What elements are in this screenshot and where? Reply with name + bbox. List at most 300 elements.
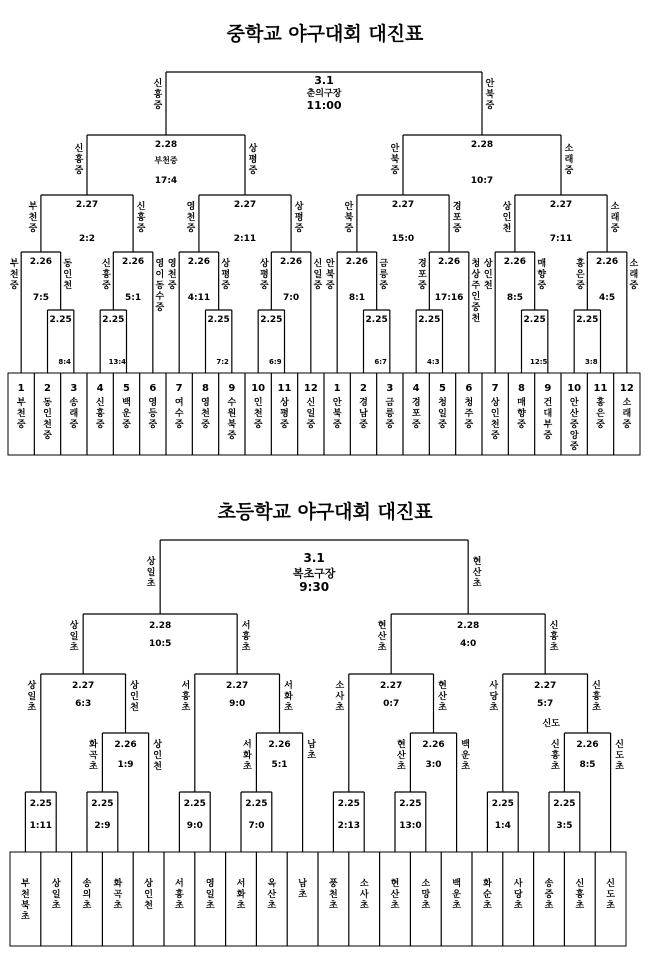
r26-winner-right-char: 주 (471, 281, 481, 291)
team-name-char: 옥 (267, 879, 277, 889)
team-name-char: 상 (280, 398, 289, 408)
r26-winner-left-char: 산 (397, 751, 406, 761)
quarter-winner-left-char: 초 (489, 703, 499, 713)
team-name (206, 877, 215, 911)
team-name-char: 초 (544, 901, 554, 911)
r25-score: 1:11 (29, 821, 52, 831)
team-name-char: 상 (51, 879, 61, 889)
quarter-winner-right (437, 679, 447, 713)
quarter-winner-left-char: 중 (344, 224, 354, 234)
r26-date: 2.26 (576, 740, 599, 750)
quarter-winner-left-char: 상 (502, 202, 512, 212)
r26-winner-right-char: 릉 (379, 270, 389, 280)
r26-winner-right-char: 신 (615, 740, 624, 750)
quarter-winner-right-char: 천 (130, 703, 139, 713)
team-name-char: 청 (438, 398, 447, 408)
semi-winner-left-char: 상 (69, 621, 79, 631)
team-name-char: 도 (606, 890, 615, 900)
semi-date: 2.28 (470, 140, 494, 150)
team-name-char: 초 (359, 901, 369, 911)
r25-date: 2.25 (365, 315, 388, 325)
r25-date: 2.25 (207, 315, 230, 325)
r26-winner-left-char: 신 (101, 259, 111, 269)
r26-winner-right-char: 중 (629, 281, 639, 291)
team-name (606, 877, 615, 911)
team-name (122, 396, 131, 430)
r26-winner-right-char: 향 (537, 270, 547, 280)
team-name-char: 원 (227, 409, 237, 419)
r26-winner-left-char: 서 (243, 740, 252, 750)
team-name-char: 상 (144, 879, 153, 889)
team-name-char: 초 (267, 901, 277, 911)
r25-date: 2.25 (49, 315, 72, 325)
team-name-char: 초 (175, 901, 184, 911)
team-name-char: 주 (464, 409, 474, 419)
final-winner-left-char: 신 (153, 79, 163, 89)
quarter-winner-right-char: 중 (452, 224, 462, 234)
r26-winner-left-char: 중 (259, 281, 269, 291)
r25-score: 3:8 (585, 358, 598, 366)
team-name-char: 천 (144, 901, 153, 911)
team-name-char: 경 (411, 398, 421, 408)
team-name (390, 877, 400, 911)
team-number: 3 (70, 383, 78, 394)
team-name-char: 당 (513, 890, 523, 900)
r26-winner-left-char: 천 (9, 270, 19, 280)
team-name (83, 877, 92, 911)
r25-date: 2.25 (29, 799, 52, 809)
team-number: 8 (518, 383, 525, 394)
team-name-char: 순 (483, 890, 492, 900)
quarter-winner-left-char: 소 (335, 681, 345, 691)
quarter-winner-right-char: 초 (592, 703, 601, 713)
r25-score: 6:9 (269, 358, 282, 366)
team-name-char: 북 (332, 409, 342, 419)
r26-winner-left-char: 북 (325, 270, 335, 280)
final-venue: 복초구장 (292, 567, 336, 580)
r26-winner-left-char: 흥 (551, 751, 560, 761)
team-name-char: 초 (298, 890, 307, 900)
quarter-score: 6:3 (75, 699, 92, 709)
team-name-char: 중 (385, 420, 395, 430)
final-time: 11:00 (306, 99, 342, 112)
team-name-char: 산 (390, 890, 400, 900)
team-name (622, 397, 631, 430)
quarter-date: 2.27 (233, 200, 257, 210)
team-name (329, 878, 338, 911)
r26-winner-right-char: 백 (461, 740, 470, 750)
r25-date: 2.25 (553, 799, 576, 809)
semi-winner-right-char: 평 (248, 155, 258, 165)
team-name-char: 인 (43, 409, 52, 419)
quarter-winner-left-char: 상 (27, 681, 37, 691)
quarter-winner-left-char: 천 (502, 224, 512, 234)
team-name-char: 중 (596, 420, 605, 430)
final-winner-right-char: 초 (472, 579, 482, 589)
team-name-char: 서 (236, 879, 246, 889)
team-name-char: 중 (148, 420, 158, 430)
r26-winner-right-char: 도 (615, 751, 624, 761)
team-name-char: 중 (411, 420, 421, 430)
quarter-winner-left (334, 680, 344, 713)
r26-winner-left (396, 738, 406, 772)
r26-winner-right-char: 신 (313, 259, 323, 269)
team-name-char: 화 (113, 879, 123, 889)
quarter-winner-left-char: 영 (186, 202, 196, 212)
r26-winner-right-char: 상 (153, 740, 162, 750)
semi-winner-left-char: 일 (69, 632, 79, 642)
r26-winner-left-char: 인 (483, 270, 493, 280)
r25-date: 2.25 (91, 799, 114, 809)
team-name-char: 중 (280, 420, 289, 430)
r26-winner-right-char: 일 (313, 270, 323, 280)
semi-winner-left-char: 초 (377, 643, 387, 653)
r26-winner-left-char: 중 (9, 281, 19, 291)
r26-winner-left-char: 영 (167, 259, 177, 269)
team-number: 10 (251, 383, 266, 394)
quarter-winner-right (137, 200, 146, 234)
quarter-winner-right-char: 래 (610, 213, 620, 223)
final-winner-right-char: 안 (485, 79, 495, 89)
r26-winner-left-char: 초 (551, 762, 560, 772)
r25-score: 13:0 (399, 821, 422, 831)
quarter-winner-left (187, 200, 196, 234)
r26-winner-left (88, 738, 98, 772)
team-name-char: 평 (280, 409, 289, 419)
quarter-winner-left (29, 201, 38, 234)
team-name-char: 중 (306, 420, 316, 430)
team-name-char: 백 (452, 879, 461, 889)
r26-date: 2.26 (595, 257, 619, 267)
team-name-char: 천 (16, 409, 26, 419)
team-number: 7 (491, 383, 499, 394)
r26-winner-right-char: 평 (221, 270, 231, 280)
middle-school-title: 중학교 야구대회 대진표 (226, 23, 424, 45)
team-name (596, 396, 605, 430)
r26-winner-left-char: 중 (167, 281, 177, 291)
team-number: 4 (412, 383, 420, 394)
r26-winner-right (471, 257, 480, 324)
elementary-match-labels (27, 551, 624, 831)
quarter-winner-right-char: 상 (294, 202, 304, 212)
team-name-char: 신 (575, 879, 585, 889)
team-name-char: 초 (513, 901, 523, 911)
r26-score: 17:16 (434, 293, 464, 303)
r26-winner-right (153, 738, 162, 772)
team-name-char: 소 (622, 398, 632, 408)
team-name-char: 망 (421, 890, 431, 900)
team-name-char: 천 (490, 420, 500, 430)
r26-winner-left (418, 257, 427, 291)
quarter-winner-left-char: 북 (344, 213, 354, 223)
r25-score: 2:13 (337, 821, 360, 831)
quarter-winner-left-char: 일 (27, 692, 37, 702)
team-name-char: 중 (569, 442, 579, 452)
team-name-char: 부 (543, 420, 553, 430)
team-name-char: 은 (596, 409, 605, 419)
team-name (412, 396, 421, 430)
team-name (43, 397, 52, 441)
team-name (236, 877, 246, 911)
quarter-winner-left (181, 679, 190, 713)
r26-winner-right-char: 천 (153, 762, 162, 772)
team-name-char: 신 (95, 398, 105, 408)
team-name (464, 396, 473, 430)
quarter-date: 2.27 (380, 681, 403, 691)
quarter-winner-right-char: 산 (438, 692, 447, 702)
semi-winner-left-char: 현 (377, 621, 387, 631)
r26-winner-left-char: 경 (417, 259, 427, 269)
semi-winner-right-char: 신 (549, 621, 559, 631)
quarter-score: 9:0 (229, 699, 246, 709)
r26-date: 2.26 (187, 257, 211, 267)
r26-winner-right-char: 수 (155, 292, 165, 302)
team-name-char: 곡 (113, 890, 123, 900)
team-name-char: 향 (517, 409, 526, 419)
team-name-char: 수 (227, 398, 237, 408)
quarter-winner-right-char: 중 (136, 224, 146, 234)
team-name-char: 대 (543, 409, 553, 419)
r26-date: 2.26 (114, 740, 137, 750)
r26-winner-right-char: 천 (63, 281, 73, 291)
r26-date: 2.26 (121, 257, 145, 267)
team-name-char: 의 (82, 890, 92, 900)
team-name (96, 396, 105, 430)
team-name (513, 877, 523, 911)
r26-score: 4:11 (187, 293, 211, 303)
team-name (148, 396, 157, 430)
semi-winner-right (249, 142, 258, 176)
team-name (306, 396, 315, 430)
quarter-winner-left-char: 천 (28, 213, 38, 223)
team-name (516, 396, 526, 430)
team-name-char: 앙 (569, 431, 579, 441)
team-name-char: 건 (543, 398, 553, 408)
team-name-char: 중 (569, 420, 579, 430)
team-name (385, 397, 394, 430)
r26-winner-left-char: 포 (417, 270, 427, 280)
r26-winner-left (551, 738, 560, 772)
team-name-char: 소 (421, 879, 431, 889)
r26-winner-right-char: 이 (155, 270, 165, 280)
r26-winner-left-char: 천 (167, 270, 177, 280)
team-name-char: 청 (464, 398, 474, 408)
r25-score: 3:5 (556, 821, 573, 831)
r26-winner-left-char: 천 (483, 281, 493, 291)
r25-date: 2.25 (523, 315, 546, 325)
semi-winner-left-char: 초 (69, 643, 79, 653)
team-name-char: 수 (174, 409, 184, 419)
r26-winner-left (326, 257, 335, 291)
middle-school-bracket-lines (21, 72, 627, 373)
quarter-winner-left-char: 중 (186, 224, 196, 234)
r25-date: 2.25 (102, 315, 125, 325)
team-number: 8 (202, 383, 209, 394)
team-number: 6 (149, 383, 157, 394)
r26-winner-left (242, 738, 252, 772)
quarter-date: 2.27 (549, 200, 573, 210)
r26-date: 2.26 (422, 740, 445, 750)
r26-winner-right (379, 258, 388, 291)
semi-date: 2.28 (154, 140, 178, 150)
final-date: 3.1 (314, 74, 334, 87)
r26-winner-right (307, 738, 316, 761)
team-name (421, 878, 430, 911)
r26-winner-left-char: 화 (89, 740, 98, 750)
quarter-winner-right-char: 중 (610, 224, 620, 234)
team-name (359, 396, 368, 430)
team-name-char: 초 (452, 901, 461, 911)
r25-score: 8:4 (58, 358, 71, 366)
team-name (545, 877, 554, 911)
team-name-char: 중 (253, 420, 263, 430)
team-number: 9 (228, 383, 236, 394)
team-name-char: 일 (205, 890, 215, 900)
team-name (254, 396, 263, 430)
team-name-char: 서 (175, 879, 184, 889)
r26-winner-left-char: 현 (397, 740, 406, 750)
quarter-winner-left-char: 인 (502, 213, 512, 223)
team-name-char: 사 (359, 890, 369, 900)
quarter-winner-right-char: 경 (452, 202, 462, 212)
semi-winner-right (550, 619, 559, 653)
quarter-winner-right-char: 초 (284, 703, 293, 713)
team-name-char: 중 (69, 420, 79, 430)
semi-date: 2.28 (149, 621, 172, 631)
r26-winner-right-char: 동 (63, 259, 73, 269)
r26-winner-left-char: 은 (575, 270, 585, 280)
final-time: 9:30 (299, 580, 330, 594)
r26-winner-right-char: 초 (461, 762, 470, 772)
r25-date: 2.25 (418, 315, 441, 325)
team-number: 2 (360, 383, 367, 394)
team-number: 1 (17, 383, 25, 394)
quarter-winner-left (27, 679, 36, 713)
final-winner-right (486, 77, 495, 111)
r26-score: 7:5 (32, 293, 49, 303)
team-name-char: 산 (267, 890, 277, 900)
semi-winner-right-char: 서 (241, 621, 251, 631)
r26-score: 5:1 (271, 760, 288, 770)
r26-winner-left (168, 257, 177, 291)
quarter-winner-left-char: 초 (335, 703, 345, 713)
team-name (359, 878, 369, 911)
quarter-winner-right-char: 흥 (136, 213, 146, 223)
team-name-char: 인 (490, 409, 500, 419)
team-number: 1 (333, 383, 341, 394)
team-name-char: 북 (21, 901, 30, 911)
r26-winner-left-char: 화 (243, 751, 252, 761)
r26-winner-right-char: 매 (537, 259, 547, 269)
team-name (438, 396, 447, 430)
r26-winner-left-char: 상 (483, 259, 493, 269)
r26-winner-left-char: 중 (325, 281, 335, 291)
final-winner-right-char: 산 (472, 568, 482, 578)
r25-date: 2.25 (399, 799, 422, 809)
r25-date: 2.25 (576, 315, 599, 325)
quarter-date: 2.27 (391, 200, 415, 210)
quarter-winner-left-char: 초 (27, 703, 37, 713)
team-name-char: 금 (385, 398, 395, 408)
team-name (575, 877, 584, 911)
team-name-char: 중 (490, 431, 500, 441)
semi-winner-left (391, 142, 400, 176)
team-name-char: 초 (51, 901, 61, 911)
quarter-winner-left (345, 200, 354, 234)
team-name-char: 초 (606, 901, 615, 911)
quarter-winner-right-char: 신 (136, 202, 146, 212)
team-name (17, 397, 26, 430)
team-name-char: 중 (438, 420, 447, 430)
quarter-winner-right-char: 상 (130, 681, 139, 691)
team-name-char: 중 (201, 420, 210, 430)
quarter-score: 5:7 (537, 699, 554, 709)
quarter-winner-right (453, 200, 462, 234)
r26-winner-right-char: 소 (629, 259, 639, 269)
final-venue: 춘의구장 (306, 89, 342, 99)
team-name-char: 매 (517, 398, 526, 408)
r25-score: 1:4 (494, 821, 511, 831)
team-name-char: 운 (122, 409, 131, 419)
r26-date: 2.26 (29, 257, 53, 267)
team-name (333, 396, 342, 430)
team-name-char: 일 (438, 409, 447, 419)
team-name-char: 릉 (385, 409, 395, 419)
semi-score: 10:7 (470, 176, 494, 186)
r26-score: 4:5 (599, 293, 616, 303)
r26-winner-right-char: 영 (155, 259, 165, 269)
team-name-char: 천 (253, 409, 263, 419)
team-name-char: 중 (544, 890, 554, 900)
team-name-char: 중 (517, 420, 526, 430)
semi-winner-left-char: 북 (390, 155, 400, 165)
semi-winner-left-char: 흥 (74, 155, 84, 165)
team-name-char: 백 (122, 398, 131, 408)
r26-winner-left-char: 안 (325, 259, 335, 269)
team-name-char: 흥 (95, 409, 105, 419)
team-name-char: 일 (51, 890, 61, 900)
r25-date: 2.25 (491, 799, 514, 809)
final-winner-right-char: 북 (485, 90, 495, 100)
r26-winner-left-char: 평 (259, 270, 269, 280)
team-name-char: 중 (464, 420, 474, 430)
quarter-score: 7:11 (549, 234, 573, 244)
final-winner-left-char: 일 (146, 568, 156, 578)
r26-winner-right (221, 257, 230, 291)
team-name-char: 부 (16, 398, 26, 408)
r25-score: 6:7 (374, 358, 387, 366)
quarter-winner-right (611, 201, 620, 234)
quarter-winner-right-char: 화 (284, 692, 293, 702)
team-name (227, 396, 236, 441)
team-number: 7 (175, 383, 183, 394)
team-name-char: 초 (390, 901, 400, 911)
r25-score: 13:4 (108, 358, 127, 366)
r26-score: 5:1 (125, 293, 142, 303)
team-name-char: 흥 (175, 890, 184, 900)
r26-score: 8:5 (579, 760, 596, 770)
final-winner-left-char: 상 (146, 557, 156, 567)
quarter-winner-left-char: 안 (344, 202, 354, 212)
r25-score: 2:9 (94, 821, 111, 831)
r26-date: 2.26 (345, 257, 369, 267)
team-name (298, 877, 307, 900)
r25-score: 7:2 (216, 358, 229, 366)
team-name-char: 중 (543, 431, 553, 441)
team-name-char: 중 (43, 431, 52, 441)
team-name-char: 초 (113, 901, 123, 911)
final-winner-left-char: 초 (146, 579, 156, 589)
